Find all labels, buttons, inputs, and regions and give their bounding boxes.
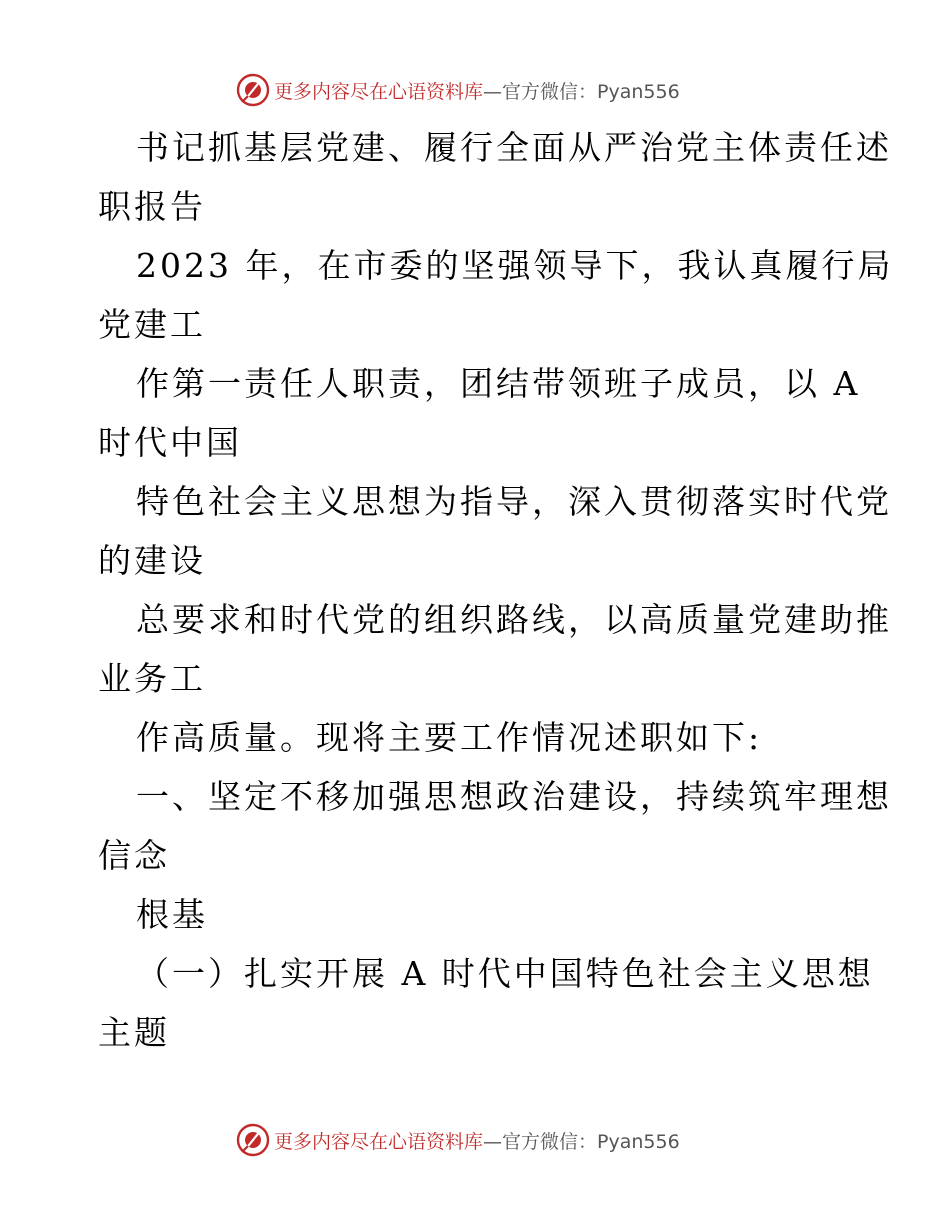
text-line: 的建设 [98,541,206,580]
document-body [98,118,894,1062]
watermark-suffix: 官方微信：Pyan556 [502,80,680,103]
watermark-text: 更多内容尽在心语资料库 [274,80,484,103]
text-line: 2023 年，在市委的坚强领导下，我认真履行局 [136,246,894,285]
text-line: 书记抓基层党建、履行全面从严治党主体责任述 [136,128,892,167]
text-line: 业务工 [98,659,206,698]
watermark-suffix: 官方微信：Pyan556 [502,1130,680,1153]
text-line: 党建工 [98,305,206,344]
text-line: 职报告 [98,187,206,226]
text-line: 信念 [98,836,170,875]
subsection-heading: （一）扎实开展 A 时代中国特色社会主义思想 [136,954,874,993]
watermark-text: 更多内容尽在心语资料库 [274,1130,484,1153]
watermark-dash: — [483,1130,503,1153]
text-line: 作第一责任人职责，团结带领班子成员，以 A [136,364,861,403]
watermark-dash: — [483,80,503,103]
header-watermark [0,70,950,110]
text-line: 主题 [98,1013,170,1052]
text-line: 时代中国 [98,423,242,462]
text-line: 根基 [136,895,208,934]
brand-logo-icon [236,73,270,107]
brand-logo-icon [236,1123,270,1157]
footer-watermark [0,1120,950,1160]
text-line: 特色社会主义思想为指导，深入贯彻落实时代党 [136,482,892,521]
section-heading: 一、坚定不移加强思想政治建设，持续筑牢理想 [136,777,892,816]
text-line: 作高质量。现将主要工作情况述职如下: [136,718,763,757]
text-line: 总要求和时代党的组织路线，以高质量党建助推 [136,600,892,639]
